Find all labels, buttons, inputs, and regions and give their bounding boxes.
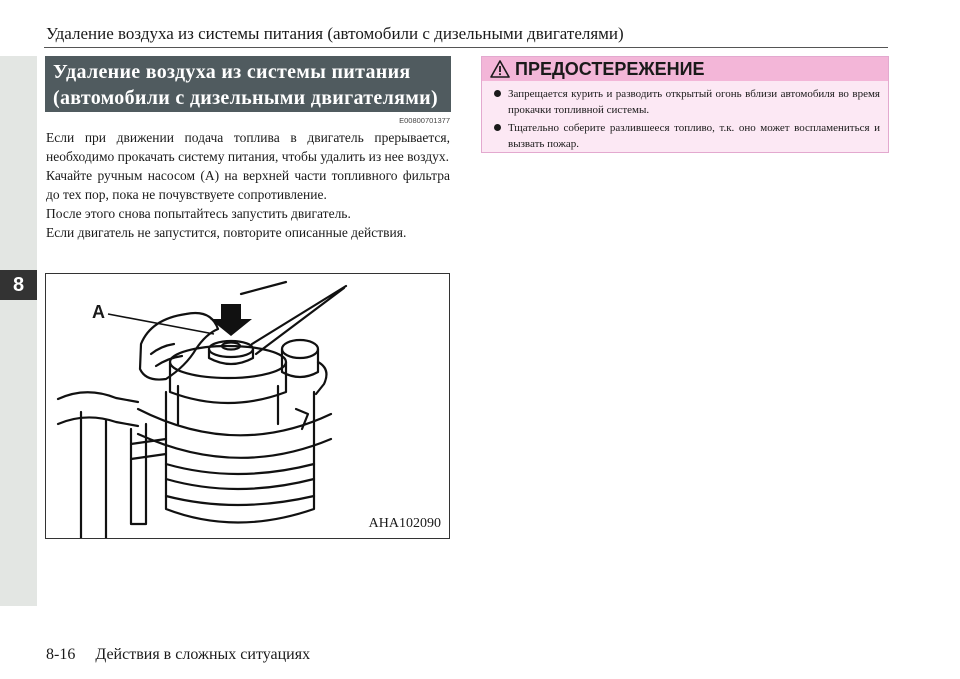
section-title-line-1: Удаление воздуха из системы питания: [53, 61, 411, 83]
warning-item: [490, 86, 880, 118]
warning-title: ПРЕДОСТЕРЕЖЕНИЕ: [515, 58, 705, 79]
header-divider: [44, 47, 888, 48]
paragraph-3: После этого снова попытайтесь запустить двигатель.: [46, 206, 351, 221]
paragraph-1: Если при движении подача топлива в двигатель прерывается, необходимо прокачать систему питания, чтобы удалить из нее воздух.: [46, 130, 450, 164]
warning-box: [481, 56, 889, 153]
figure-callout-a: A: [92, 302, 105, 322]
chapter-tab: 8: [0, 270, 37, 300]
bullet-icon: [494, 90, 501, 97]
fuel-filter-drawing: [46, 274, 449, 538]
chapter-sidebar: [0, 56, 37, 606]
paragraph-4: Если двигатель не запустится, повторите описанные действия.: [46, 225, 407, 240]
section-title-line-2: (автомобили с дизельными двигателями): [53, 87, 438, 109]
warning-list: [490, 86, 880, 152]
figure-code: AHA102090: [368, 516, 441, 531]
document-code: E00800701377: [399, 116, 450, 125]
body-text: [46, 128, 450, 242]
warning-triangle-icon: [490, 60, 510, 78]
fuel-filter-illustration: [45, 273, 450, 539]
warning-header: [482, 57, 888, 81]
chapter-name: Действия в сложных ситуациях: [95, 646, 311, 663]
section-title: [45, 56, 451, 112]
running-header: Удаление воздуха из системы питания (автомобили с дизельными двигателями): [46, 24, 624, 43]
page-footer: [46, 646, 310, 664]
warning-item: [490, 120, 880, 152]
bullet-icon: [494, 124, 501, 131]
hose-bottom-edge: [58, 417, 138, 426]
paragraph-2: Качайте ручным насосом (A) на верхней части топливного фильтра до тех пор, пока не почувствуете сопротивление.: [46, 168, 450, 202]
hose-top-edge: [58, 392, 138, 402]
press-down-arrow: [210, 304, 252, 336]
hose-vertical: [81, 412, 106, 538]
page-number: 8-16: [46, 646, 76, 663]
warning-item-text: Тщательно соберите разлившееся топливо, т.к. оно может воспламениться и вызвать пожар.: [508, 122, 880, 150]
warning-item-text: Запрещается курить и разводить открытый огонь вблизи автомобиля во время прокачки топливной системы.: [508, 88, 880, 116]
